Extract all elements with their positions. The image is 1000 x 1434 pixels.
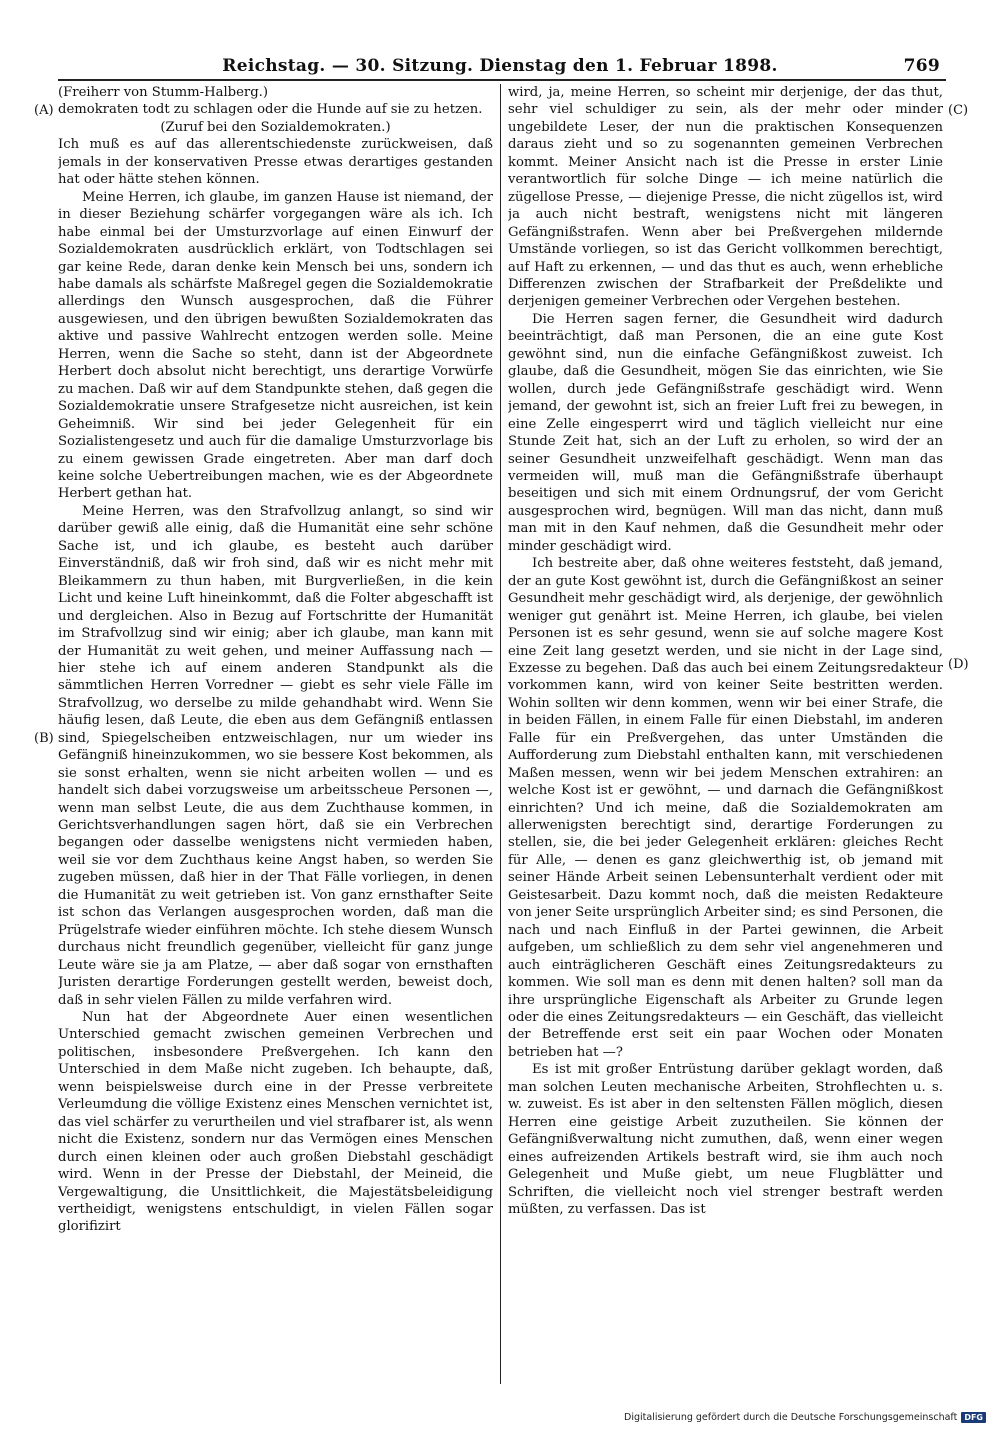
margin-mark-a: (A) bbox=[34, 103, 54, 118]
paragraph: Es ist mit großer Entrüstung darüber geklagt worden, daß man solchen Leuten mechanische Arbeiten, Strohflechten u. s. w. zuweist. Es ist aber in den seltensten Fällen möglich, diesen Herren eine geistige Arbeit zuzutheilen. Sie können der Gefängnißverwaltung nicht zumuthen, daß, wenn einer wegen eines aufreizenden Artikels bestraft wird, sie ihm auch noch Gelegenheit und Muße giebt, um neue Flugblätter und Schriften, die vielleicht noch viel strenger bestraft werden müßten, zu verfassen. Das ist bbox=[508, 1062, 943, 1217]
paragraph: Ich muß es auf das allerentschiedenste zurückweisen, daß jemals in der konservativen Presse etwas derartiges gestanden hat oder hätte stehen können. bbox=[58, 137, 493, 188]
paragraph: wird, ja, meine Herren, so scheint mir derjenige, der das thut, sehr viel schuldiger zu sein, als der mehr oder minder ungebildete Leser, der nun die praktischen Konsequenzen daraus zieht und so zu sogenannten gemeinen Verbrechen kommt. Meiner Ansicht nach ist die Presse in erster Linie verantwortlich für solche Dinge — ich meine natürlich die zügellose Presse, — diejenige Presse, die nicht zügellos ist, wird ja auch nicht bestraft, wenigstens nicht mit längeren Gefängnißstrafen. Wenn aber bei Preßvergehen mildernde Umstände vorliegen, so ist das Gericht vollkommen berechtigt, auf Haft zu erkennen, — und das thut es auch, wenn erhebliche Differenzen zwischen der Strafbarkeit der Preßdelikte und derjenigen gemeiner Verbrechen oder Vergehen bestehen. bbox=[508, 85, 943, 310]
dfg-logo-icon: DFG bbox=[961, 1412, 986, 1423]
header-rule bbox=[58, 79, 946, 81]
column-divider bbox=[500, 84, 501, 1384]
page-number: 769 bbox=[903, 56, 940, 76]
digitization-credit bbox=[624, 1412, 986, 1423]
margin-mark-b: (B) bbox=[34, 731, 54, 746]
left-column bbox=[58, 84, 493, 1380]
paragraph: Meine Herren, ich glaube, im ganzen Hause ist niemand, der in dieser Beziehung schärfer vorgegangen wäre als ich. Ich habe einmal bei der Umsturzvorlage auf einen Einwurf der Sozialdemokraten ausdrücklich erklärt, von Todtschlagen sei gar keine Rede, daran denke kein Mensch bei uns, sondern ich habe damals als schärfste Maßregel gegen die Sozialdemokratie allerdings den Wunsch ausgesprochen, daß die Führer ausgewiesen, und den übrigen bewußten Sozialdemokraten das aktive und passive Wahlrecht entzogen werden solle. Meine Herren, wenn die Sache so steht, dann ist der Abgeordnete Herbert doch absolut nicht berechtigt, uns derartige Vorwürfe zu machen. Daß wir auf dem Standpunkte stehen, daß gegen die Sozialdemokratie unsere Strafgesetze nicht ausreichen, ist kein Geheimniß. Wir sind bei jeder Gelegenheit für ein Sozialistengesetz und auch für die damalige Umsturzvorlage bis zu einem gewissen Grade eingetreten. Aber man darf doch keine solche Uebertreibungen machen, wie es der Abgeordnete Herbert gethan hat. bbox=[58, 189, 493, 502]
credit-text: Digitalisierung gefördert durch die Deutsche Forschungsgemeinschaft bbox=[624, 1412, 958, 1423]
margin-mark-c: (C) bbox=[948, 103, 969, 118]
speaker-attribution: (Freiherr von Stumm-Halberg.) bbox=[58, 85, 268, 100]
page-header bbox=[60, 54, 940, 78]
paragraph: Die Herren sagen ferner, die Gesundheit wird dadurch beeinträchtigt, daß man Personen, die an eine gute Kost gewöhnt sind, nun die einfache Gefängnißkost zuweist. Ich glaube, daß die Gesundheit, mögen Sie das einrichten, wie Sie wollen, durch jede Gefängnißstrafe geschädigt wird. Wenn jemand, der gewohnt ist, sich an freier Luft frei zu bewegen, in eine Zelle eingesperrt wird und täglich vielleicht nur eine Stunde Zeit hat, sich an der Luft zu erholen, so wird der an seiner Gesundheit unzweifelhaft geschädigt. Wenn man das vermeiden will, muß man die Gefängnißstrafe überhaupt beseitigen und sich mit einem Ordnungsruf, der vom Gericht ausgesprochen wird, begnügen. Will man das nicht, dann muß man mit in den Kauf nehmen, daß die Gesundheit mehr oder minder geschädigt wird. bbox=[508, 311, 943, 554]
paragraph: Ich bestreite aber, daß ohne weiteres feststeht, daß jemand, der an gute Kost gewöhnt ist, durch die Gefängnißkost an seiner Gesundheit mehr geschädigt wird, als derjenige, der gewöhnlich weniger gut genährt ist. Meine Herren, ich glaube, bei vielen Personen ist es sehr gesund, wenn sie auf solche magere Kost eine Zeit lang gesetzt werden, und sie nicht in der Lage sind, Exzesse zu begehen. Daß das auch bei einem Zeitungsredakteur vorkommen kann, wird von keiner Seite bestritten werden. Wohin sollten wir denn kommen, wenn wir bei einer Strafe, die in beiden Fällen, in einem Falle für einen Diebstahl, im anderen Falle für ein Preßvergehen, das unter Umständen die Aufforderung zum Diebstahl enthalten kann, mit verschiedenen Maßen messen, wenn wir bei jedem Menschen extrahiren: an welche Kost ist er gewöhnt, — und darnach die Gefängnißkost einrichten? Und ich meine, daß die Sozialdemokraten am allerwenigsten berechtigt sind, derartige Forderungen zu stellen, sie, die bei jeder Gelegenheit erklären: gleiches Recht für Alle, — denen es ganz gleichwerthig ist, ob jemand mit seiner Hände Arbeit seinen Lebensunterhalt verdient oder mit Geistesarbeit. Dazu kommt noch, daß die meisten Redakteure von jener Seite ursprünglich Arbeiter sind; es sind Personen, die nach und nach Einfluß in der Partei gewinnen, die Arbeit aufgeben, um schließlich zu dem sehr viel angenehmeren und auch einträglicheren Geschäft eines Zeitungsredakteurs zu kommen. Wie soll man es denn mit denen halten? soll man da ihre ursprüngliche Eigenschaft als Arbeiter zu Grunde legen oder die eines Zeitungsredakteurs — ein Geschäft, das vielleicht der Betreffende erst seit ein paar Wochen oder Monaten betrieben hat —? bbox=[508, 556, 943, 1060]
interjection: (Zuruf bei den Sozialdemokraten.) bbox=[160, 119, 391, 135]
right-column bbox=[508, 84, 943, 1380]
running-title: Reichstag. — 30. Sitzung. Dienstag den 1. Februar 1898. bbox=[222, 56, 778, 76]
paragraph: demokraten todt zu schlagen oder die Hunde auf sie zu hetzen. bbox=[58, 102, 483, 118]
paragraph: Meine Herren, was den Strafvollzug anlangt, so sind wir darüber gewiß alle einig, daß die Humanität eine sehr schöne Sache ist, und ich glaube, es besteht auch darüber Einverständniß, daß wir froh sind, daß wir es nicht mehr mit Bleikammern zu thun haben, mit Burgverließen, in die kein Licht und keine Luft hineinkommt, daß die Folter abgeschafft ist und dergleichen. Also in Bezug auf Fortschritte der Humanität im Strafvollzug sind wir einig; aber ich glaube, man kann mit der Humanität zu weit gehen, und meiner Auffassung nach — hier stehe ich auf einem anderen Standpunkt als die sämmtlichen Herren Vorredner — giebt es sehr viele Fälle im Strafvollzug, wo derselbe zu milde gehandhabt wird. Wenn Sie häufig lesen, daß Leute, die eben aus dem Gefängniß entlassen sind, Spiegelscheiben entzweischlagen, nur um wieder ins Gefängniß hineinzukommen, wo sie bessere Kost bekommen, als sie sonst erhalten, wenn sie nicht arbeiten wollen — und es handelt sich dabei vorzugsweise um arbeitsscheue Personen —, wenn man selbst Leute, die aus dem Zuchthause kommen, in Gerichtsverhandlungen sagen hört, daß sie ein Verbrechen begangen oder dasselbe wenigstens nicht vermieden haben, weil sie vor dem Zuchthaus keine Angst haben, so werden Sie zugeben müssen, daß hier in der That Fälle vorliegen, in denen die Humanität zu weit getrieben ist. Von ganz ernsthafter Seite ist schon das Verlangen ausgesprochen worden, daß man die Prügelstrafe wieder einführen möchte. Ich stehe diesem Wunsch durchaus nicht freundlich gegenüber, vielleicht für ganz junge Leute wäre sie ja am Platze, — aber daß sogar von ernsthaften Juristen derartige Forderungen gestellt werden, beweist doch, daß in sehr vielen Fällen zu milde verfahren wird. bbox=[58, 503, 493, 1008]
paragraph: Nun hat der Abgeordnete Auer einen wesentlichen Unterschied gemacht zwischen gemeinen Verbrechen und politischen, insbesondere Preßvergehen. Ich kann den Unterschied in dem Maße nicht zugeben. Ich behaupte, daß, wenn beispielsweise durch eine in der Presse verbreitete Verleumdung die völlige Existenz eines Menschen vernichtet ist, das viel schärfer zu verurtheilen und viel strafbarer ist, als wenn nicht die Existenz, sondern nur das Vermögen eines Menschen durch einen kleinen oder auch großen Diebstahl geschädigt wird. Wenn in der Presse der Diebstahl, der Meineid, die Vergewaltigung, die Unsittlichkeit, die Majestätsbeleidigung vertheidigt, wenigstens entschuldigt, in vielen Fällen sogar glorifizirt bbox=[58, 1010, 493, 1235]
margin-mark-d: (D) bbox=[948, 657, 969, 672]
